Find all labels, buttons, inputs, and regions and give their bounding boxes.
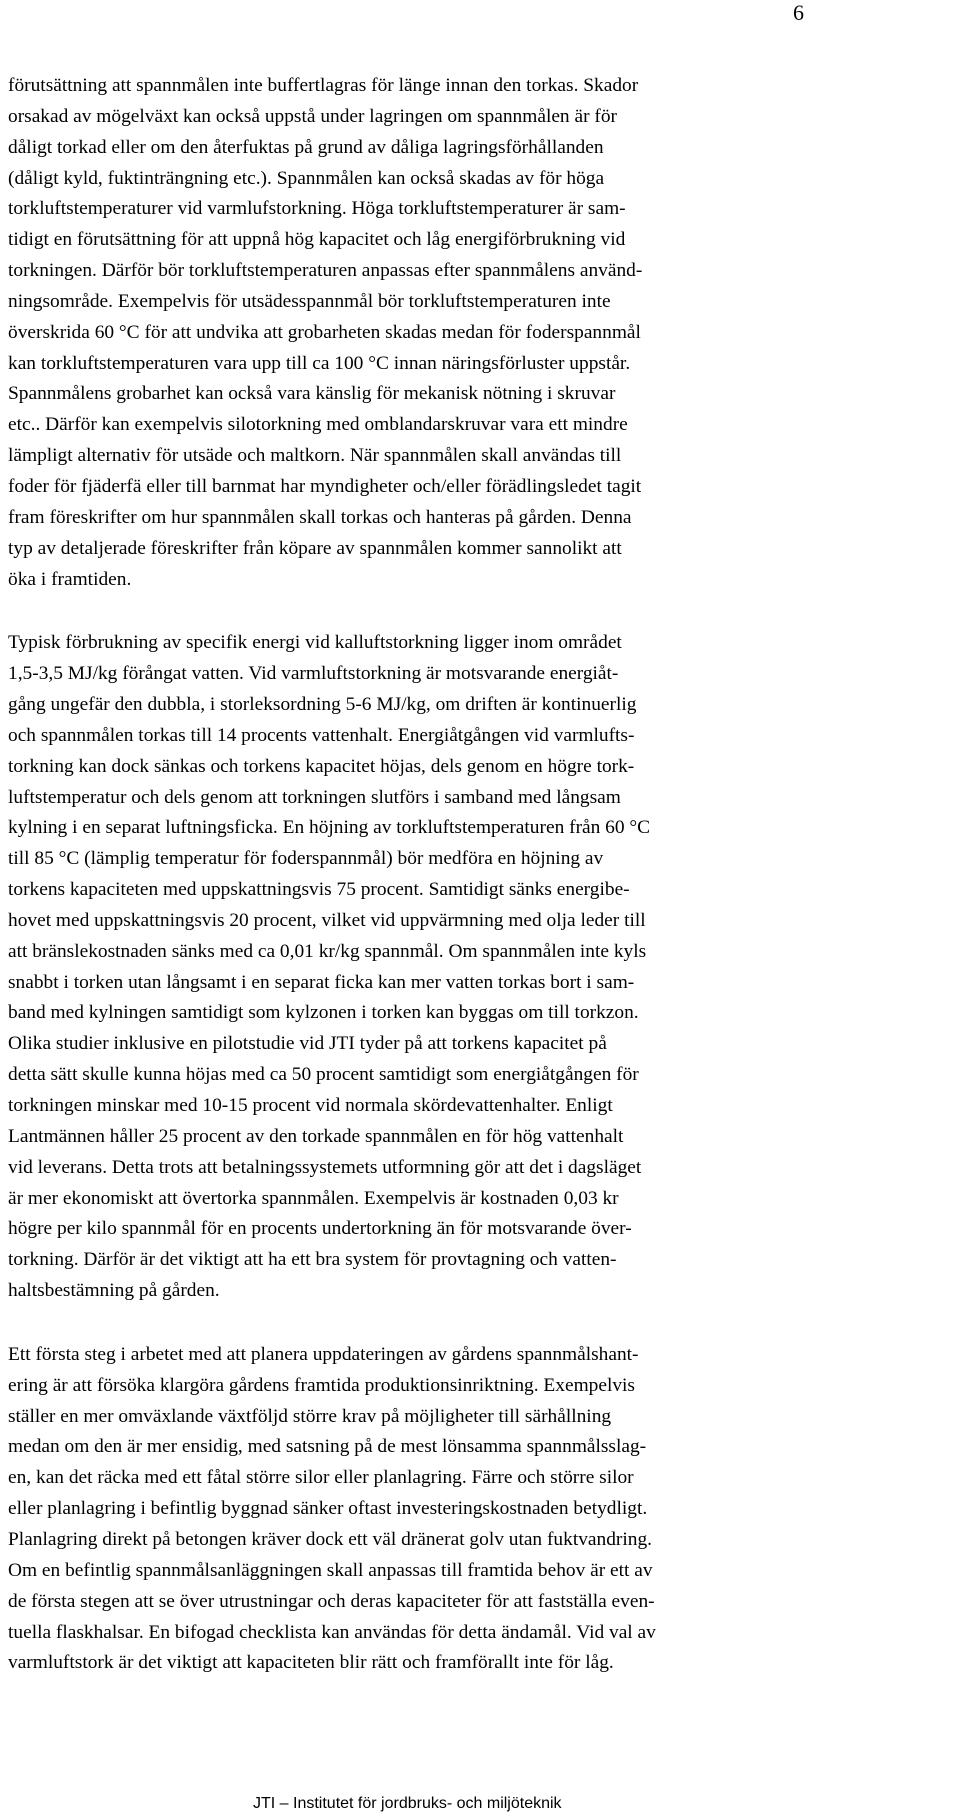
text-line: luftstemperatur och dels genom att torkningen slutförs i samband med långsam (8, 786, 621, 808)
text-line: torkning kan dock sänkas och torkens kapacitet höjas, dels genom en högre tork- (8, 755, 635, 777)
text-line: torkningen minskar med 10-15 procent vid normala skördevattenhalter. Enligt (8, 1095, 613, 1116)
text-line: att bränslekostnaden sänks med ca 0,01 kr/kg spannmål. Om spannmålen inte kyls (8, 940, 647, 962)
page-footer: JTI – Institutet för jordbruks- och miljöteknik (253, 1795, 562, 1812)
text-line: är mer ekonomiskt att övertorka spannmålen. Exempelvis är kostnaden 0,03 kr (8, 1187, 619, 1209)
text-line: band med kylningen samtidigt som kylzonen i torken kan byggas om till torkzon. (8, 1002, 639, 1024)
text-line: gång ungefär den dubbla, i storleksordning 5-6 MJ/kg, om driften är kontinuerlig (8, 694, 637, 716)
text-line: lämpligt alternativ för utsäde och maltkorn. När spannmålen skall användas till (8, 445, 622, 467)
text-line: och spannmålen torkas till 14 procents vattenhalt. Energiåtgången vid varmlufts- (8, 724, 635, 746)
text-line: till 85 °C (lämplig temperatur för foderspannmål) bör medföra en höjning av (8, 848, 604, 870)
paragraph-energy-consumption (8, 628, 808, 1307)
text-line: typ av detaljerade föreskrifter från köpare av spannmålen kommer sannolikt att (8, 537, 622, 559)
text-line: tuella flaskhalsar. En bifogad checklista kan användas för detta ändamål. Vid val av (8, 1621, 656, 1643)
text-line: högre per kilo spannmål för en procents undertorkning än för motsvarande över- (8, 1218, 632, 1240)
text-line: eller planlagring i befintlig byggnad sänker oftast investeringskostnaden betydligt. (8, 1498, 648, 1520)
text-line: tidigt en förutsättning för att uppnå hög kapacitet och låg energiförbrukning vid (8, 229, 626, 251)
text-line: snabbt i torken utan långsamt i en separat ficka kan mer vatten torkas bort i sam- (8, 971, 635, 993)
text-line: dåligt torkad eller om den återfuktas på grund av dåliga lagringsförhållanden (8, 136, 604, 158)
document-body (8, 71, 808, 1679)
text-line: Ett första steg i arbetet med att planera uppdateringen av gårdens spannmålshant- (8, 1343, 639, 1365)
text-line: torkningen. Därför bör torkluftstemperaturen anpassas efter spannmålens använd- (8, 260, 643, 282)
text-line: (dåligt kyld, fuktinträngning etc.). Spannmålen kan också skadas av för höga (8, 167, 605, 189)
text-line: ställer en mer omväxlande växtföljd större krav på möjligheter till särhållning (8, 1405, 612, 1427)
page-number: 6 (793, 0, 804, 25)
text-line: torkens kapaciteten med uppskattningsvis 75 procent. Samtidigt sänks energibe- (8, 879, 630, 901)
text-line: torkning. Därför är det viktigt att ha ett bra system för provtagning och vatten- (8, 1249, 617, 1271)
text-line: hovet med uppskattningsvis 20 procent, vilket vid uppvärmning med olja leder till (8, 909, 646, 931)
text-line: Spannmålens grobarhet kan också vara känslig för mekanisk nötning i skruvar (8, 383, 616, 405)
paragraph-grain-storage (8, 71, 808, 595)
paragraph-planning (8, 1340, 808, 1679)
text-line: Om en befintlig spannmålsanläggningen skall anpassas till framtida behov är ett av (8, 1559, 653, 1581)
text-line: de första stegen att se över utrustningar och deras kapaciteter för att fastställa even- (8, 1590, 655, 1612)
text-line: kan torkluftstemperaturen vara upp till ca 100 °C innan näringsförluster uppstår. (8, 352, 631, 374)
text-line: orsakad av mögelväxt kan också uppstå under lagringen om spannmålen är för (8, 105, 617, 127)
text-line: ering är att försöka klargöra gårdens framtida produktionsinriktning. Exempelvis (8, 1374, 635, 1396)
text-line: haltsbestämning på gården. (8, 1280, 220, 1302)
text-line: foder för fjäderfä eller till barnmat har myndigheter och/eller förädlingsledet tagit (8, 475, 642, 497)
text-line: fram föreskrifter om hur spannmålen skall torkas och hanteras på gården. Denna (8, 506, 632, 528)
text-line: Typisk förbrukning av specifik energi vid kalluftstorkning ligger inom området (8, 632, 622, 654)
text-line: vid leverans. Detta trots att betalningssystemets utformning gör att det i dagsläget (8, 1156, 642, 1178)
text-line: överskrida 60 °C för att undvika att grobarheten skadas medan för foderspannmål (8, 321, 641, 343)
text-line: varmluftstork är det viktigt att kapaciteten blir rätt och framförallt inte för låg. (8, 1652, 614, 1674)
text-line: ningsområde. Exempelvis för utsädesspannmål bör torkluftstemperaturen inte (8, 290, 611, 312)
text-line: kylning i en separat luftningsficka. En höjning av torkluftstemperaturen från 60 °C (8, 817, 651, 839)
text-line: en, kan det räcka med ett fåtal större silor eller planlagring. Färre och större silor (8, 1467, 634, 1489)
text-line: detta sätt skulle kunna höjas med ca 50 procent samtidigt som energiåtgången för (8, 1064, 639, 1086)
text-line: etc.. Därför kan exempelvis silotorkning med omblandarskruvar vara ett mindre (8, 414, 628, 436)
text-line: 1,5-3,5 MJ/kg förångat vatten. Vid varmluftstorkning är motsvarande energiåt- (8, 663, 619, 685)
text-line: förutsättning att spannmålen inte buffertlagras för länge innan den torkas. Skador (8, 75, 639, 96)
text-line: Lantmännen håller 25 procent av den torkade spannmålen en för hög vattenhalt (8, 1125, 624, 1147)
text-line: Olika studier inklusive en pilotstudie vid JTI tyder på att torkens kapacitet på (8, 1033, 607, 1055)
text-line: Planlagring direkt på betongen kräver dock ett väl dränerat golv utan fuktvandring. (8, 1528, 652, 1550)
text-line: torkluftstemperaturer vid varmlufstorkning. Höga torkluftstemperaturer är sam- (8, 198, 626, 220)
text-line: öka i framtiden. (8, 568, 132, 590)
text-line: medan om den är mer ensidig, med satsning på de mest lönsamma spannmålsslag- (8, 1436, 647, 1458)
